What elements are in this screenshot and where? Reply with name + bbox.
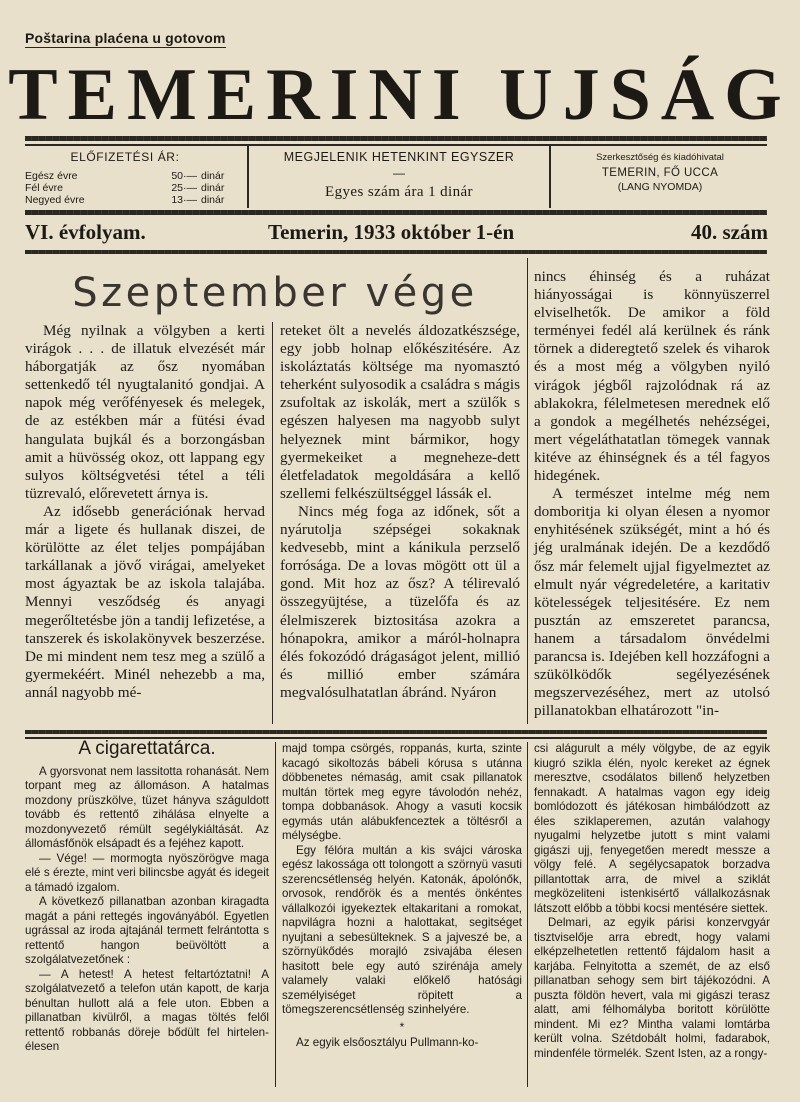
section-star: * [399, 1019, 405, 1034]
paragraph: Még nyilnak a völgyben a kerti virágok . . . de illatuk elvezését már háborgatják az ősz nyomában settenkedő tél nyugtalanitó gondjai. A napok még verőfényesek és melegek, de az estékben már a fütési évad hangulata bujkál és a borzongásban amit a hüvösség okoz, ott lappang egy sulyos költségvetési tétel a téli tüzrevaló, előrevetett árnya is. [25, 322, 265, 502]
section-rule [25, 730, 767, 734]
single-issue-price: Egyes szám ára 1 dinár [325, 184, 473, 200]
subscription-heading: ELŐFIZETÉSI ÁR: [70, 150, 180, 164]
masthead-rule-top-thin [25, 144, 767, 146]
price-label: Negyed évre [25, 194, 85, 206]
editorial-printer: (LANG NYOMDA) [617, 181, 703, 193]
postage-note: Poštarina plaćena u gotovom [25, 30, 226, 46]
paragraph: A gyorsvonat nem lassitotta rohanását. Nem torpant meg az állomáson. A hatalmas mozdony prüszkölve, tüzet hányva száguldott tovább és rettentő zihálása elnyelte a mozdonyvezető rémült segélykiáltását. Az állomásfőnök elsápadt és a fejéhez kapott. [25, 764, 269, 850]
edition-rule [25, 250, 767, 254]
paragraph: reteket ölt a nevelés áldozatkészsége, egy jobb holnap előkészitésére. Az iskoláztatás költsége ma nyomasztó teherként sulyosodik a családra s mágis zsufoltak az iskolák, mert a szülők s egészen halyesen ma nagyobb sulyt helyeznek mint bármikor, hogy gyermekeiket a megneheze-dett életfeladatok megoldására a kellő szellemi felkészültséggel lássák el. [280, 322, 520, 502]
article-title: Szeptember vége [72, 270, 478, 316]
paragraph: Egy félóra multán a kis svájci városka egész lakossága ott tolongott a szörnyü vasuti szerencsétlenség helyén. Katonák, ápolónők, orvosok, rendőrök és a mentés önkéntes vállalkozói igyekeztek eltakaritani a romokat, napvilágra hozni a halottakat, segitséget nyujtani a sebesülteknek. S a jajveszé be, a szörnyükődés morajló zsivajába élesen hasitott bele egy autó szirénája amely valamely valaki előkelő hatósági személyiséget röpitett a tömegszerencsétlenség szinhelyére. [282, 843, 522, 1016]
paragraph: — A hetest! A hetest feltartóztatni! A szolgálatvezető a telefon után kapott, de karja bénultan hullott alá a fele uton. Ebben a pillanatban kivülről, a magas töltés felől rettentő robbanás döreje bődült fel hirtelen-élesen [25, 967, 269, 1053]
column-divider [272, 322, 273, 724]
price-row [25, 170, 245, 182]
column-divider [275, 742, 276, 1087]
paragraph: Delmari, az egyik párisi konzervgyár tisztviselője arra ebredt, hogy valami elképzelhetetlen rettentő fájdalom hasit a karjába. Felnyitotta a szemét, de az első pillanatban sehogy sem birt tájékozódni. A puszta földön hevert, vala mi gigászi terasz alatt, ami félhomályba boritott körülötte mindent. Mi ez? Mintha valami lomtárba került volna. Szétdobált holmi, fadarabok, mindenféle törmelék. Szent Isten, az a rongy- [534, 916, 770, 1060]
story-title: A cigarettatárca. [78, 738, 216, 759]
price-label: Fél évre [25, 182, 63, 194]
place-date: Temerin, 1933 október 1-én [268, 220, 515, 244]
price-row [25, 182, 245, 194]
paragraph: A természet intelme még nem domboritja ki olyan élesen a nyomor enyhitésének szükségét, mint a hó és jég uralmának idején. De a kezdődő ősz már felemelt ujjal figyelmeztet az elmult nyár végredeletére, a karitativ kötelességek teljesitésére. Ez nem pusztán az emszeretet parancsa, hanem a társadalom önvédelmi parancsa is. Idejében kell hozzáfogni a szükölködők segélyezésének megszervezéséhez, mert az utolsó pillanatokban elhatározott "in- [534, 485, 770, 720]
column-divider [527, 742, 528, 1087]
article-column-2 [280, 322, 520, 702]
paragraph: csi alágurult a mély völgybe, de az egyik kiugró szikla élén, nyolc kereket az égnek meresztve, csodálatos billenő helyzetben fennakadt. A hatalmas vagon egy ideig bomlódozott és játékosan himbálódzott az éles sziklaperemen, azután valahogy nyugalmi helyzetbe jutott s mint valami gigászi ujj, fenyegetően meredt messze a völgy felé. A segélycsapatok borzadva pillantottak arra, de mivel a sziklát megközeliteni istenkisértő vállalkozásnak látszott előbb a többi kocsi mentésére siettek. [534, 742, 770, 915]
article-column-1 [25, 322, 265, 702]
paragraph: Az egyik elsőosztályu Pullmann-ko- [296, 1036, 479, 1049]
dash: — [393, 166, 405, 180]
editorial-address: TEMERIN, FŐ UCCA [601, 167, 719, 179]
masthead-rule-top [25, 136, 767, 141]
editorial-block [552, 152, 768, 193]
price-amount: 50·— [171, 170, 197, 182]
story-column-2 [282, 742, 522, 1051]
frequency-text: MEGJELENIK HETENKINT EGYSZER [283, 150, 515, 164]
column-divider [527, 258, 528, 724]
price-unit: dinár [201, 194, 225, 206]
paragraph: Az idősebb generációnak hervad már a ligete és hullanak diszei, de körülötte az élet teljes pompájában tarkállanak a jövő virágai, amelyeket most ágyaztak be az iskola talajába. Mennyi vesződség és anyagi megerőltetésbe jön a tandij lefizetése, a tanszerek és iskolakönyvek beszerzése. De mi mindent nem tesz meg a szülő a gyermekéért. Minél nehezebb a ma, annál nagyobb mé- [25, 502, 265, 701]
story-column-3 [534, 742, 770, 1061]
frequency-block [250, 150, 548, 201]
paragraph: A következő pillanatban azonban kiragadta magát a páni rettegés ingoványából. Egyetlen ugrással az iroda ajtajánál termett felrántotta s rettentő hangon beüvöltött a szolgálatvezetőnek : [25, 895, 269, 966]
story-column-1 [25, 738, 269, 1055]
paragraph: Nincs még foga az időnek, sőt a nyárutolja szépségei sokaknak kedvesebb, mint a kánikula perzselő forrósága. De a lovas mögött ott ül a gond. Mit hoz az ősz? A télirevaló összegyüjtése, a tüzelőfa és az élelmiszerek biztositása azokra a hónapokra, amikor a máról-holnapra élés fokozódó drágaságot jelent, millió és millió ember számára megvalósulhatatlan ábránd. Nyáron [280, 502, 520, 701]
subscription-block [25, 150, 245, 206]
price-amount: 13·— [171, 194, 197, 206]
header-rule [25, 210, 767, 215]
price-label: Egész évre [25, 170, 78, 182]
editorial-line: Szerkesztőség és kiadóhivatal [596, 152, 724, 163]
price-amount: 25·— [171, 182, 197, 194]
masthead-title: TEMERINI UJSÁG [8, 54, 792, 136]
price-unit: dinár [201, 182, 225, 194]
header-divider [247, 146, 249, 208]
paragraph: nincs éhinség és a ruházat hiányosságai is könnyüszerrel elviselhetők. De amikor a föld terményei fedél alá kerülnek és ránk törnek a dideregtető szelek és viharok és a most még a völgyben nyiló virágok jégből rajzolódnak rá az ablakokra, félelmetesen merednek elő a gondok a megélhetés nehézségei, mert végeláthatatlan tömegek vannak kitéve az éhinségnek és a tél fagyos hidegének. [534, 268, 770, 485]
price-unit: dinár [201, 170, 225, 182]
paragraph: majd tompa csörgés, roppanás, kurta, szinte kacagó sikoltozás bábeli kórusa s utánna döbbenetes némaság, amit csak pillanatok multán törtek meg egyre távolodón nehéz, tompa dobbanások. Ahogy a vasuti kocsik egymás után alábukfenceztek a töltésről a mélységbe. [282, 742, 522, 842]
paragraph: — Vége! — mormogta nyöszörögve maga elé s érezte, mint veri bilincsbe agyát és idegeit a támadó izgalom. [25, 851, 269, 894]
volume: VI. évfolyam. [25, 220, 146, 244]
header-divider [549, 146, 551, 208]
article-column-3 [534, 268, 770, 720]
issue-number: 40. szám [691, 220, 768, 244]
price-row [25, 194, 245, 206]
